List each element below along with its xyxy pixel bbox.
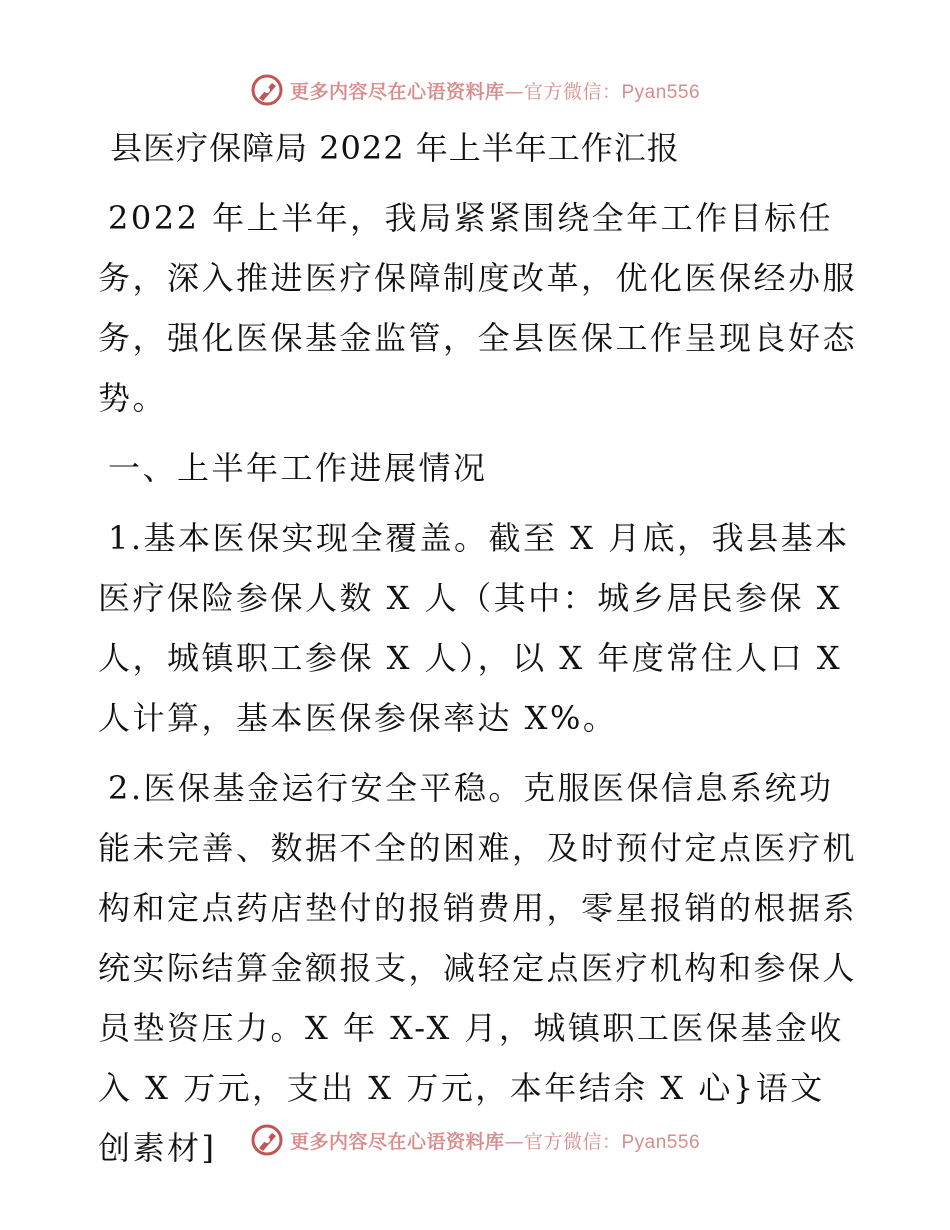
paragraph-intro: 2022 年上半年，我局紧紧围绕全年工作目标任务，深入推进医疗保障制度改革，优化医保经办服务，强化医保基金监管，全县医保工作呈现良好态势。 — [98, 199, 858, 417]
watermark-official: 官方微信： — [523, 80, 622, 103]
section-heading: 一、上半年工作进展情况 — [108, 449, 488, 487]
watermark-text — [290, 1127, 700, 1154]
watermark-handle: Pyan556 — [621, 81, 701, 103]
document-title: 县医疗保障局 2022 年上半年工作汇报 — [110, 129, 680, 167]
watermark-handle: Pyan556 — [621, 1131, 701, 1153]
pen-circle-logo-icon — [250, 73, 284, 107]
watermark-brand: 更多内容尽在心语资料库 — [289, 1130, 505, 1153]
footer-watermark — [0, 1120, 950, 1160]
paragraph-item-2: 2.医保基金运行安全平稳。克服医保信息系统功能未完善、数据不全的困难，及时预付定点医疗机构和定点药店垫付的报销费用，零星报销的根据系统实际结算金额报支，减轻定点医疗机构和参保人员垫资压力。X 年 X-X 月，城镇职工医保基金收入 X 万元，支出 X 万元，本年结余 X 心}语文创素材] — [98, 769, 858, 1167]
watermark-text — [290, 77, 700, 104]
watermark-separator: — — [504, 1130, 524, 1153]
paragraph-item-1: 1.基本医保实现全覆盖。截至 X 月底，我县基本医疗保险参保人数 X 人（其中：城乡居民参保 X 人，城镇职工参保 X 人），以 X 年度常住人口 X 人计算，基本医保参保率达 X%。 — [98, 519, 850, 737]
watermark-brand: 更多内容尽在心语资料库 — [289, 80, 505, 103]
watermark-official: 官方微信： — [523, 1130, 622, 1153]
pen-circle-logo-icon — [250, 1123, 284, 1157]
header-watermark — [0, 70, 950, 110]
document-body — [98, 118, 858, 1178]
watermark-separator: — — [504, 80, 524, 103]
